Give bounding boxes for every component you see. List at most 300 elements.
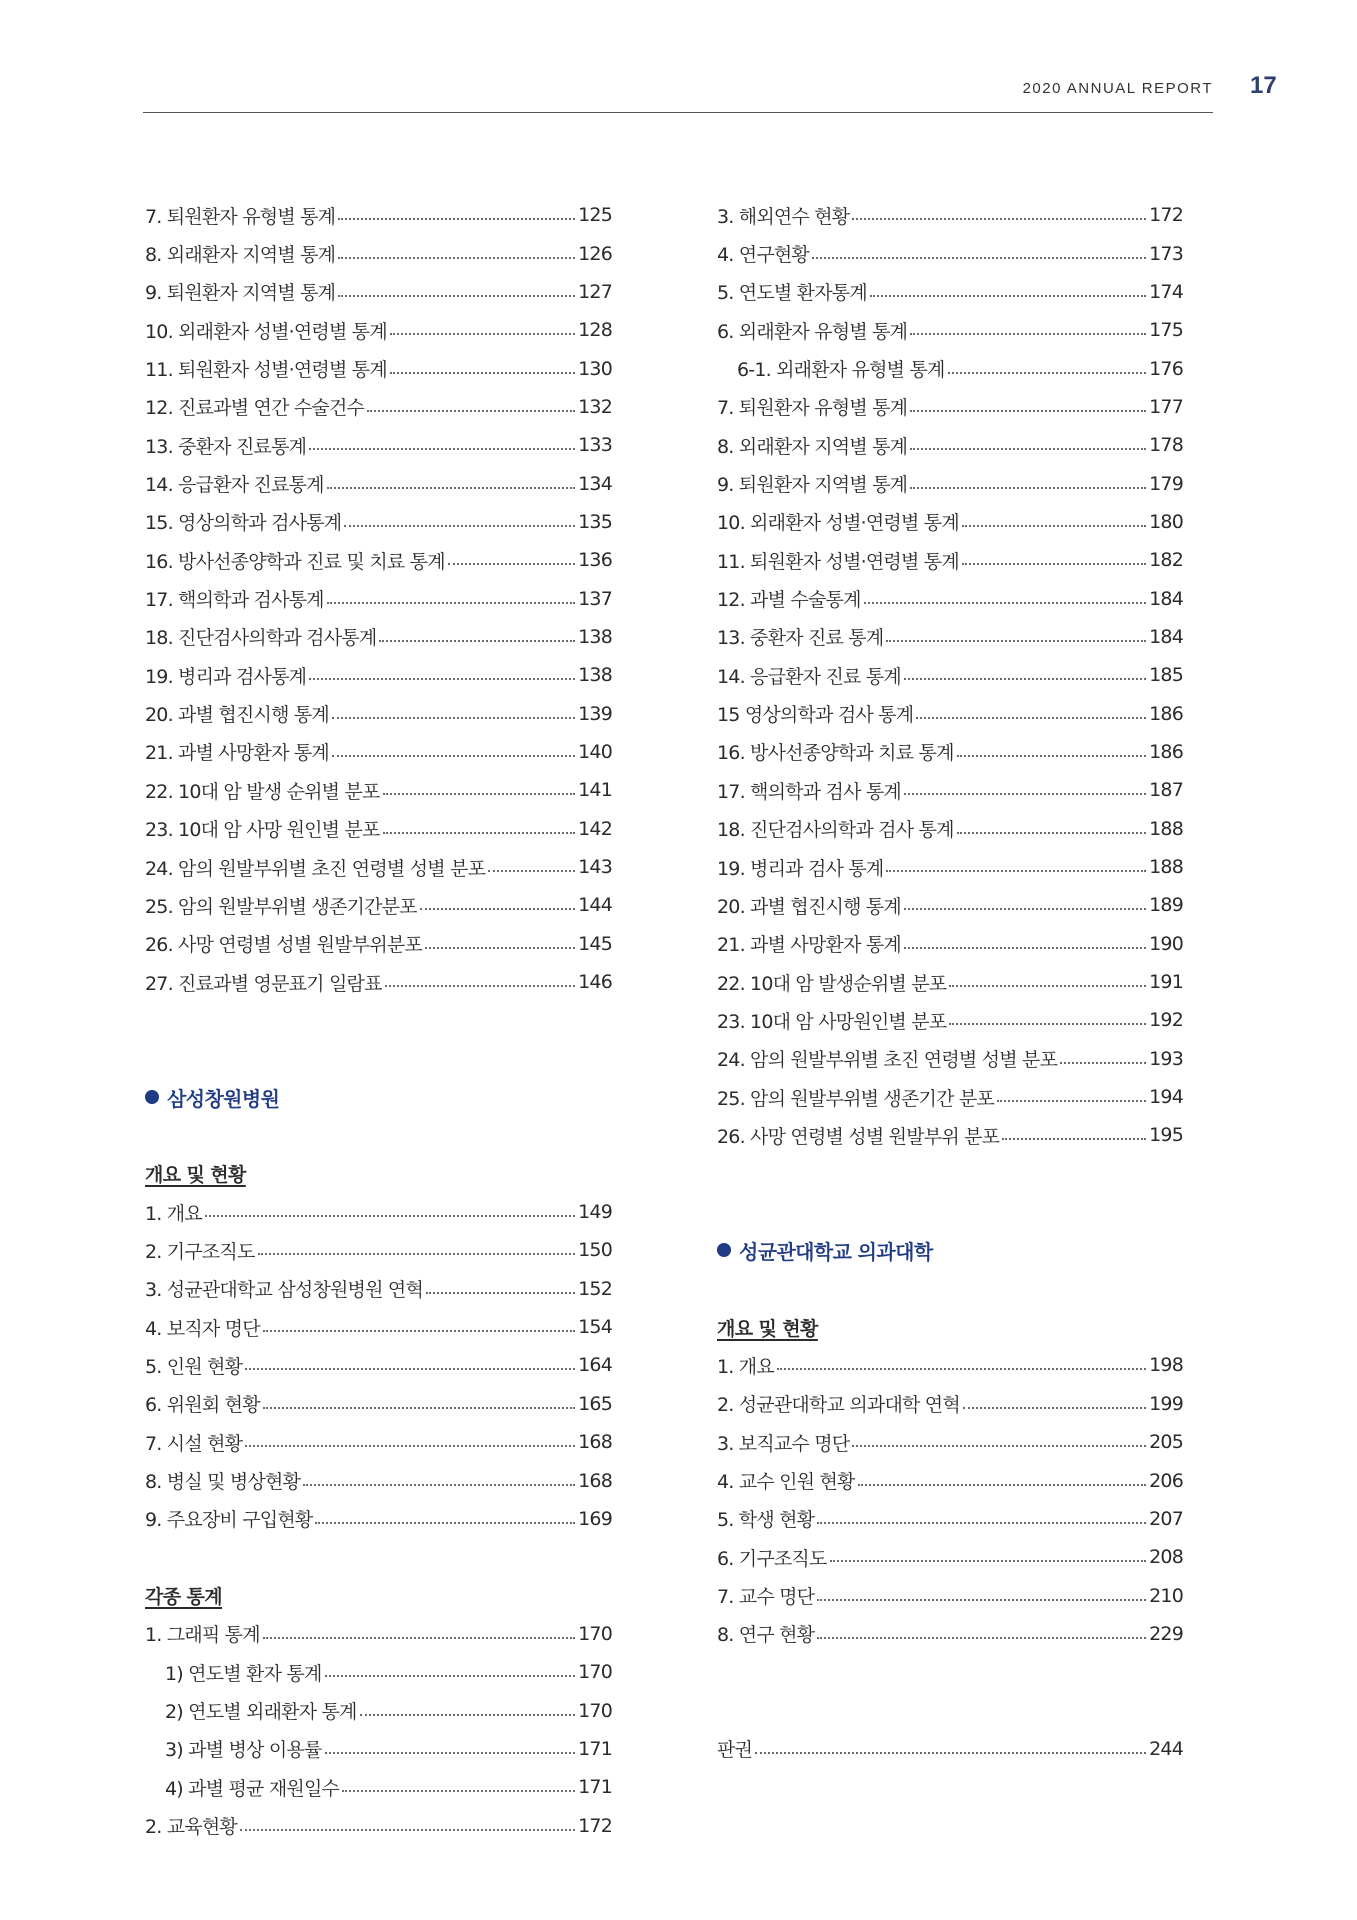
toc-entry-label: 3. 보직교수 명단 [717,1432,850,1455]
dot-leader [777,1368,1146,1370]
section-heading-label: 삼성창원병원 [167,1086,280,1111]
dot-leader [327,602,575,604]
toc-entry-page: 206 [1149,1469,1183,1492]
dot-leader [338,295,575,297]
spacer [145,1040,612,1078]
toc-entry-page: 198 [1149,1354,1183,1377]
dot-leader [755,1752,1146,1754]
dot-leader [390,372,575,374]
dot-leader [338,218,575,220]
toc-entry-label: 7. 퇴원환자 유형별 통계 [717,397,908,420]
toc-entry[interactable] [717,1576,1183,1614]
dot-leader [817,1599,1146,1601]
toc-entry-label: 2) 연도별 외래환자 통계 [165,1701,357,1724]
toc-entry-label: 27. 진료과별 영문표기 일람표 [145,972,382,995]
toc-entry-page: 188 [1149,856,1183,879]
toc-entry-label: 1) 연도별 환자 통계 [165,1662,322,1685]
toc-entry-page: 173 [1149,242,1183,265]
dot-leader [263,1637,575,1639]
toc-entry-label: 9. 주요장비 구입현황 [145,1509,313,1532]
toc-entry[interactable] [145,1423,612,1461]
dot-leader [963,1407,1146,1409]
spacer [145,1538,612,1576]
spacer [145,1001,612,1039]
toc-entry[interactable] [717,1385,1183,1423]
toc-entry-label: 8. 연구 현황 [717,1624,815,1647]
toc-entry-page: 190 [1149,932,1183,955]
toc-entry-label: 2. 기구조직도 [145,1240,255,1263]
toc-entry-label: 9. 퇴원환자 지역별 통계 [145,282,336,305]
toc-entry[interactable] [145,656,612,694]
dot-leader [904,793,1146,795]
toc-entry-page: 180 [1149,510,1183,533]
toc-entry-label: 9. 퇴원환자 지역별 통계 [717,474,908,497]
toc-entry-page: 144 [578,894,612,917]
toc-entry-page: 192 [1149,1009,1183,1032]
toc-entry-page: 187 [1149,779,1183,802]
toc-entry-page: 210 [1149,1584,1183,1607]
toc-entry[interactable] [717,464,1183,502]
toc-entry[interactable] [717,694,1183,732]
toc-entry[interactable] [717,1116,1183,1154]
toc-entry-label: 4. 연구현황 [717,244,809,267]
toc-entry-page: 125 [578,204,612,227]
toc-entry[interactable] [145,234,612,272]
dot-leader [342,1790,575,1792]
toc-entry[interactable] [145,1500,612,1538]
toc-entry-label: 16. 방사선종양학과 치료 통계 [717,742,954,765]
toc-entry[interactable] [145,579,612,617]
dot-leader [240,1829,575,1831]
toc-entry-label: 13. 중환자 진료 통계 [717,627,884,650]
toc-entry-label: 26. 사망 연령별 성별 원발부위분포 [145,934,422,957]
toc-entry-page: 186 [1149,702,1183,725]
toc-entry-label: 16. 방사선종양학과 진료 및 치료 통계 [145,550,445,573]
dot-leader [948,372,1147,374]
toc-entry-page: 170 [578,1661,612,1684]
dot-leader [325,1675,576,1677]
toc-entry-page: 164 [578,1354,612,1377]
toc-entry[interactable] [717,848,1183,886]
toc-entry[interactable] [145,1346,612,1384]
toc-entry-page: 141 [578,779,612,802]
dot-leader [325,1752,576,1754]
toc-entry-page: 146 [578,971,612,994]
toc-entry-label: 1. 개요 [145,1202,202,1225]
toc-entry-label: 8. 병실 및 병상현황 [145,1471,301,1494]
toc-entry[interactable] [145,273,612,311]
dot-leader [332,755,575,757]
toc-entry-page: 135 [578,510,612,533]
toc-entry[interactable] [145,886,612,924]
dot-leader [812,257,1146,259]
toc-entry-page: 178 [1149,434,1183,457]
toc-entry-label: 판권 [717,1739,753,1762]
toc-entry-page: 171 [578,1737,612,1760]
toc-entry-label: 6. 기구조직도 [717,1547,827,1570]
dot-leader [1002,1138,1146,1140]
dot-leader [910,410,1146,412]
section-heading [145,1078,612,1116]
toc-entry-page: 189 [1149,894,1183,917]
toc-entry-page: 185 [1149,664,1183,687]
toc-entry[interactable] [145,810,612,848]
bullet-dot-icon [717,1243,731,1257]
subsection-heading-label: 개요 및 현황 [145,1164,246,1187]
toc-entry-label: 21. 과별 사망환자 통계 [717,934,901,957]
toc-entry[interactable] [145,503,612,541]
toc-entry[interactable] [145,694,612,732]
toc-entry-page: 138 [578,664,612,687]
toc-entry-label: 4. 보직자 명단 [145,1317,260,1340]
toc-entry-page: 195 [1149,1124,1183,1147]
toc-entry-page: 126 [578,242,612,265]
toc-entry[interactable] [717,388,1183,426]
toc-entry[interactable] [145,311,612,349]
toc-entry-label: 1. 개요 [717,1355,774,1378]
toc-entry-label: 22. 10대 암 발생 순위별 분포 [145,780,380,803]
toc-entry-page: 150 [578,1239,612,1262]
toc-entry[interactable] [717,273,1183,311]
spacer [717,1155,1183,1193]
dot-leader [910,333,1146,335]
report-title: 2020 ANNUAL REPORT [1022,80,1213,97]
dot-leader [916,717,1146,719]
toc-entry[interactable] [717,1346,1183,1384]
toc-entry[interactable] [717,1078,1183,1116]
toc-entry-page: 170 [578,1699,612,1722]
toc-entry-page: 145 [578,932,612,955]
dot-leader [379,640,575,642]
toc-entry-label: 7. 시설 현황 [145,1432,243,1455]
toc-entry-page: 184 [1149,587,1183,610]
dot-leader [315,1522,575,1524]
toc-entry[interactable] [717,234,1183,272]
dot-leader [383,793,576,795]
toc-entry-page: 171 [578,1776,612,1799]
toc-entry-label: 20. 과별 협진시행 통계 [145,704,329,727]
spacer [717,1653,1183,1691]
toc-entry-page: 194 [1149,1086,1183,1109]
toc-entry-page: 142 [578,817,612,840]
dot-leader [830,1560,1147,1562]
dot-leader [957,832,1146,834]
toc-entry-page: 174 [1149,280,1183,303]
toc-entry-page: 182 [1149,549,1183,572]
toc-entry[interactable] [145,1308,612,1346]
toc-column-right [717,196,1183,1768]
toc-entry-label: 5. 학생 현황 [717,1509,815,1532]
dot-leader [327,487,575,489]
toc-entry[interactable] [145,1730,612,1768]
toc-entry-label: 8. 외래환자 지역별 통계 [717,435,908,458]
toc-entry-label: 25. 암의 원발부위별 생존기간분포 [145,895,417,918]
toc-entry[interactable] [717,541,1183,579]
toc-entry-page: 176 [1149,357,1183,380]
toc-entry-page: 169 [578,1507,612,1530]
toc-entry[interactable] [145,1806,612,1844]
dot-leader [817,1522,1146,1524]
toc-entry-label: 13. 중환자 진료통계 [145,435,307,458]
toc-entry[interactable] [717,618,1183,656]
dot-leader [904,947,1146,949]
dot-leader [309,448,575,450]
toc-entry[interactable] [145,1653,612,1691]
toc-entry-label: 12. 진료과별 연간 수술건수 [145,397,365,420]
toc-entry-page: 205 [1149,1431,1183,1454]
dot-leader [904,908,1146,910]
toc-entry[interactable] [145,771,612,809]
toc-entry-label: 22. 10대 암 발생순위별 분포 [717,972,947,995]
toc-entry[interactable] [145,464,612,502]
subsection-heading-label: 각종 통계 [145,1586,223,1609]
toc-entry-page: 170 [578,1622,612,1645]
toc-entry[interactable] [145,925,612,963]
toc-entry-label: 26. 사망 연령별 성별 원발부위 분포 [717,1125,1000,1148]
toc-entry[interactable] [145,1193,612,1231]
toc-entry[interactable] [717,426,1183,464]
dot-leader [303,1484,575,1486]
toc-entry-label: 6. 외래환자 유형별 통계 [717,320,908,343]
toc-entry-page: 177 [1149,395,1183,418]
toc-entry-page: 140 [578,740,612,763]
toc-entry-page: 179 [1149,472,1183,495]
toc-entry[interactable] [717,925,1183,963]
dot-leader [309,678,575,680]
spacer [145,1116,612,1154]
toc-entry-label: 23. 10대 암 사망 원인별 분포 [145,819,380,842]
toc-entry-label: 24. 암의 원발부위별 초진 연령별 성별 분포 [145,857,486,880]
dot-leader [864,602,1147,604]
toc-entry-label: 6. 위원회 현황 [145,1394,260,1417]
toc-entry-label: 11. 퇴원환자 성별·연령별 통계 [717,550,959,573]
toc-entry[interactable] [717,1538,1183,1576]
toc-entry[interactable] [717,1730,1183,1768]
toc-entry-page: 168 [578,1469,612,1492]
toc-entry-page: 130 [578,357,612,380]
toc-entry-label: 3. 성균관대학교 삼성창원병원 연혁 [145,1279,424,1302]
toc-entry-label: 25. 암의 원발부위별 생존기간 분포 [717,1087,994,1110]
section-heading-label: 성균관대학교 의과대학 [739,1239,933,1264]
toc-entry[interactable] [717,503,1183,541]
dot-leader [332,717,575,719]
toc-entry[interactable] [145,618,612,656]
page-header [143,80,1213,113]
dot-leader [962,563,1146,565]
toc-entry-label: 15 영상의학과 검사 통계 [717,704,914,727]
toc-entry[interactable] [145,848,612,886]
toc-entry-label: 10. 외래환자 성별·연령별 통계 [145,320,387,343]
dot-leader [488,870,575,872]
spacer [717,1270,1183,1308]
toc-entry-label: 18. 진단검사의학과 검사통계 [145,627,377,650]
dot-leader [360,1714,576,1716]
toc-entry-label: 19. 병리과 검사 통계 [717,857,884,880]
toc-entry-label: 5. 인원 현황 [145,1355,243,1378]
toc-entry-page: 127 [578,280,612,303]
dot-leader [420,908,575,910]
dot-leader [962,525,1146,527]
dot-leader [263,1407,575,1409]
toc-entry[interactable] [145,1385,612,1423]
dot-leader [263,1330,575,1332]
toc-entry[interactable] [717,771,1183,809]
toc-entry-page: 184 [1149,625,1183,648]
toc-entry[interactable] [717,886,1183,924]
toc-entry-page: 132 [578,395,612,418]
toc-entry-label: 14. 응급환자 진료통계 [145,474,324,497]
toc-entry-page: 152 [578,1277,612,1300]
toc-entry[interactable] [717,1500,1183,1538]
toc-entry-label: 1. 그래픽 통계 [145,1624,260,1647]
page-number: 17 [1250,72,1277,99]
toc-entry[interactable] [145,541,612,579]
dot-leader [904,678,1146,680]
dot-leader [817,1637,1146,1639]
toc-column-left [145,196,612,1845]
toc-entry-page: 229 [1149,1622,1183,1645]
toc-entry[interactable] [145,1768,612,1806]
toc-entry-label: 10. 외래환자 성별·연령별 통계 [717,512,959,535]
dot-leader [245,1368,575,1370]
toc-entry-page: 191 [1149,971,1183,994]
toc-entry-page: 175 [1149,319,1183,342]
toc-entry-page: 188 [1149,817,1183,840]
subsection-heading [145,1576,612,1614]
toc-entry-label: 7. 교수 명단 [717,1586,815,1609]
toc-entry-label: 19. 병리과 검사통계 [145,665,307,688]
toc-entry-page: 154 [578,1316,612,1339]
toc-entry-label: 2. 성균관대학교 의과대학 연혁 [717,1394,960,1417]
bullet-dot-icon [145,1090,159,1104]
toc-entry-page: 244 [1149,1737,1183,1760]
toc-entry-page: 134 [578,472,612,495]
toc-entry-page: 138 [578,625,612,648]
dot-leader [426,1292,575,1294]
subsection-heading-label: 개요 및 현황 [717,1317,818,1340]
toc-entry-label: 3. 해외연수 현황 [717,205,850,228]
toc-entry-label: 15. 영상의학과 검사통계 [145,512,342,535]
toc-entry-page: 208 [1149,1546,1183,1569]
dot-leader [949,1023,1146,1025]
toc-entry-label: 6-1. 외래환자 유형별 통계 [737,359,945,382]
dot-leader [997,1100,1146,1102]
toc-entry-label: 23. 10대 암 사망원인별 분포 [717,1010,947,1033]
toc-entry-label: 24. 암의 원발부위별 초진 연령별 성별 분포 [717,1049,1058,1072]
dot-leader [910,448,1146,450]
toc-entry[interactable] [145,1270,612,1308]
dot-leader [852,218,1146,220]
toc-entry-label: 14. 응급환자 진료 통계 [717,665,901,688]
dot-leader [852,1445,1146,1447]
toc-entry[interactable] [145,196,612,234]
dot-leader [385,985,575,987]
toc-entry[interactable] [145,733,612,771]
toc-entry-label: 4) 과별 평균 재원일수 [165,1777,340,1800]
toc-entry[interactable] [717,733,1183,771]
toc-entry-label: 4. 교수 인원 현황 [717,1471,855,1494]
toc-entry-page: 207 [1149,1507,1183,1530]
toc-entry-label: 7. 퇴원환자 유형별 통계 [145,205,336,228]
dot-leader [858,1484,1147,1486]
toc-entry[interactable] [145,963,612,1001]
dot-leader [383,832,576,834]
toc-entry[interactable] [717,1001,1183,1039]
toc-entry-label: 11. 퇴원환자 성별·연령별 통계 [145,359,387,382]
toc-entry-page: 168 [578,1431,612,1454]
dot-leader [949,985,1146,987]
toc-entry[interactable] [717,1423,1183,1461]
dot-leader [245,1445,575,1447]
toc-entry-page: 128 [578,319,612,342]
dot-leader [448,563,575,565]
toc-entry[interactable] [145,1615,612,1653]
dot-leader [338,257,575,259]
dot-leader [886,640,1146,642]
dot-leader [425,947,575,949]
toc-entry-label: 20. 과별 협진시행 통계 [717,895,901,918]
dot-leader [870,295,1146,297]
toc-entry[interactable] [717,963,1183,1001]
toc-entry-label: 2. 교육현황 [145,1816,237,1839]
toc-entry-page: 193 [1149,1047,1183,1070]
toc-entry-page: 136 [578,549,612,572]
toc-entry-page: 172 [578,1814,612,1837]
dot-leader [205,1215,575,1217]
toc-entry-page: 165 [578,1392,612,1415]
toc-entry[interactable] [717,1615,1183,1653]
dot-leader [957,755,1146,757]
toc-entry[interactable] [717,196,1183,234]
toc-entry-label: 8. 외래환자 지역별 통계 [145,244,336,267]
toc-entry[interactable] [145,1461,612,1499]
toc-entry[interactable] [717,579,1183,617]
dot-leader [258,1253,576,1255]
toc-entry[interactable] [145,349,612,387]
toc-entry[interactable] [717,656,1183,694]
toc-entry[interactable] [717,349,1183,387]
toc-entry-page: 143 [578,856,612,879]
toc-entry-label: 17. 핵의학과 검사통계 [145,589,324,612]
toc-entry[interactable] [145,1231,612,1269]
toc-entry-page: 139 [578,702,612,725]
toc-entry[interactable] [717,810,1183,848]
dot-leader [1060,1062,1146,1064]
toc-entry[interactable] [145,1691,612,1729]
dot-leader [367,410,575,412]
dot-leader [886,870,1146,872]
subsection-heading [717,1308,1183,1346]
spacer [717,1193,1183,1231]
toc-entry-page: 149 [578,1201,612,1224]
toc-entry[interactable] [717,1461,1183,1499]
toc-entry-label: 18. 진단검사의학과 검사 통계 [717,819,954,842]
dot-leader [344,525,575,527]
toc-entry-page: 199 [1149,1392,1183,1415]
toc-entry[interactable] [717,311,1183,349]
toc-entry[interactable] [717,1040,1183,1078]
toc-entry-page: 186 [1149,740,1183,763]
toc-entry-label: 21. 과별 사망환자 통계 [145,742,329,765]
toc-entry[interactable] [145,388,612,426]
toc-entry[interactable] [145,426,612,464]
dot-leader [910,487,1146,489]
toc-entry-page: 137 [578,587,612,610]
toc-entry-page: 133 [578,434,612,457]
dot-leader [390,333,575,335]
spacer [717,1691,1183,1729]
toc-entry-label: 12. 과별 수술통계 [717,589,861,612]
